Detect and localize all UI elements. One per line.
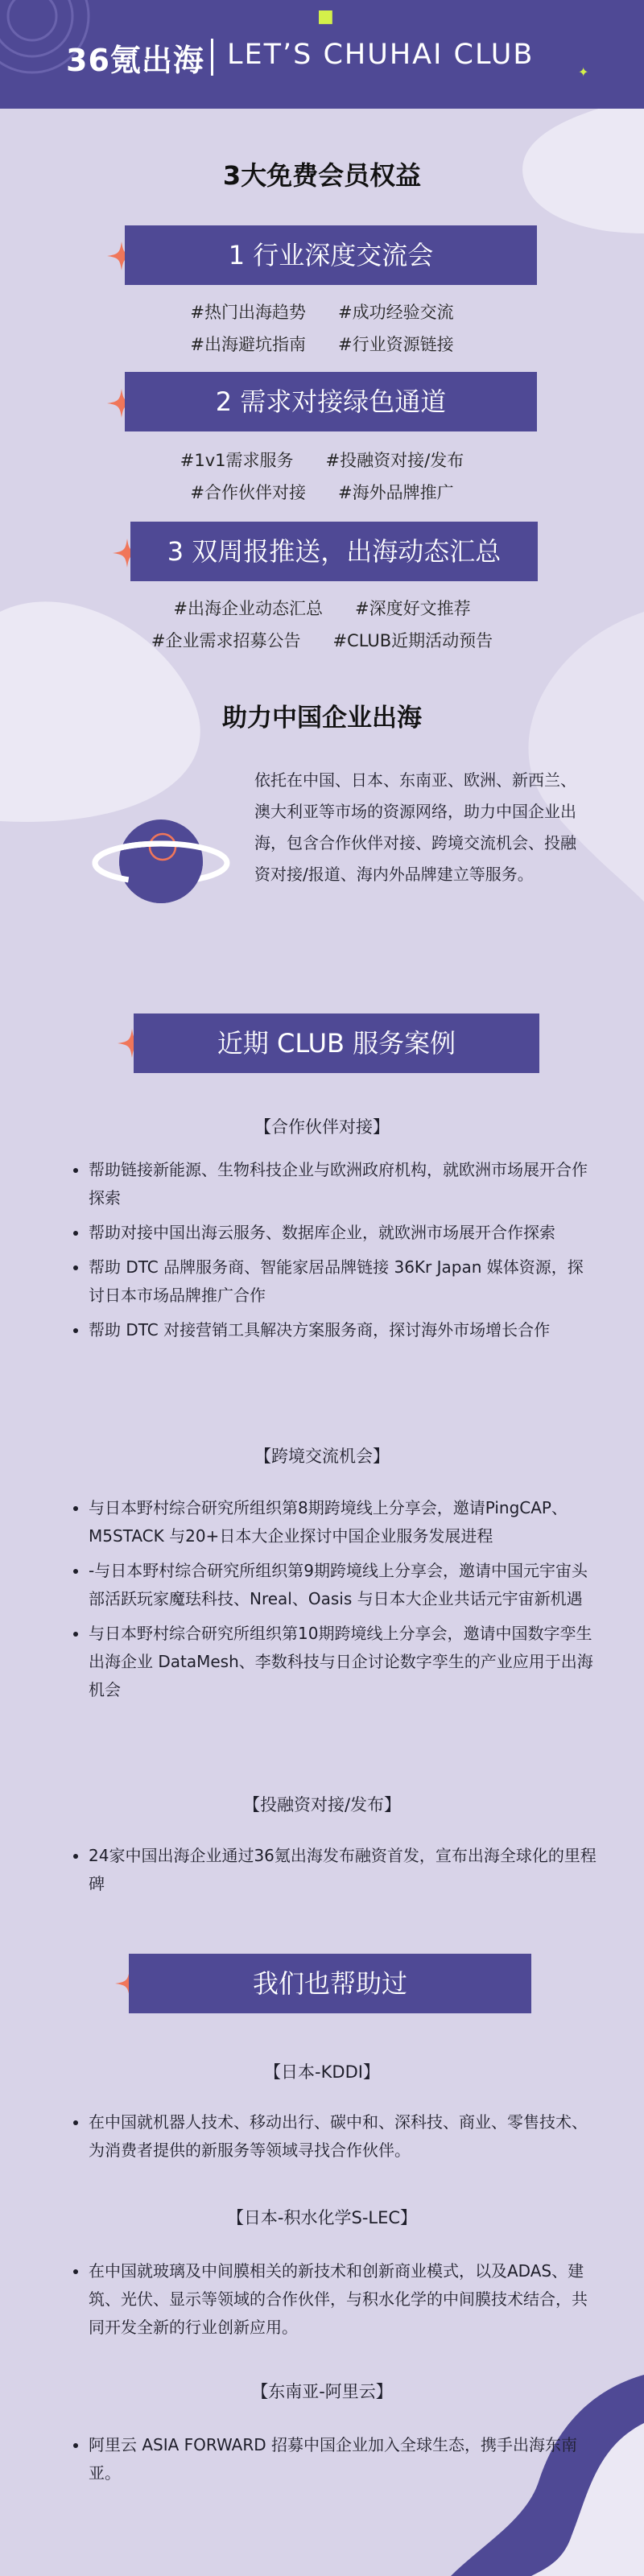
- list-item: • 在中国就玻璃及中间膜相关的新技术和创新商业模式，以及ADAS、建筑、光伏、显示等领域的合作伙伴，与积水化学的中间膜技术结合，共同开发全新的行业创新应用。: [89, 2257, 597, 2342]
- list-item: • 帮助 DTC 品牌服务商、智能家居品牌链接 36Kr Japan 媒体资源，探讨日本市场品牌推广合作: [89, 1253, 597, 1310]
- tag: #企业需求招募公告: [151, 631, 301, 650]
- benefit-tags-1: [0, 299, 644, 364]
- header-divider: [211, 39, 213, 76]
- list-item: • 阿里云 ASIA FORWARD 招募中国企业加入全球生态，携手出海东南亚。: [89, 2431, 588, 2487]
- benefit-banner-3: 3 双周报推送，出海动态汇总: [130, 522, 538, 581]
- section-title-kddi: 【日本-KDDI】: [264, 2062, 380, 2082]
- partners-list: [71, 1156, 597, 1351]
- tag: #1v1需求服务: [180, 451, 294, 470]
- helped-banner: 我们也帮助过: [129, 1954, 531, 2013]
- benefit-tags-3: [0, 596, 644, 660]
- tag: #行业资源链接: [338, 335, 454, 354]
- section-title-sekisui: 【日本-积水化学S-LEC】: [226, 2208, 418, 2227]
- exchange-list: [71, 1494, 597, 1711]
- list-item: • -与日本野村综合研究所组织第9期跨境线上分享会，邀请中国元宇宙头部活跃玩家魔珐科技、Nreal、Oasis 与日本大企业共话元宇宙新机遇: [89, 1557, 597, 1613]
- section-title-exchange: 【跨境交流机会】: [254, 1447, 390, 1466]
- list-item: • 在中国就机器人技术、移动出行、碳中和、深科技、商业、零售技术、为消费者提供的新服务等领域寻找合作伙伴。: [89, 2108, 597, 2165]
- benefit-banner-2: 2 需求对接绿色通道: [125, 372, 537, 431]
- benefit-tags-2: [0, 448, 644, 512]
- brand-logo: 36氪出海: [66, 43, 204, 78]
- cases-banner: 近期 CLUB 服务案例: [134, 1013, 539, 1073]
- section-title-alibaba: 【东南亚-阿里云】: [251, 2382, 393, 2401]
- benefits-title: 3大免费会员权益: [222, 160, 422, 191]
- sparkle-icon: ✦: [578, 64, 589, 80]
- tag: #CLUB近期活动预告: [332, 631, 493, 650]
- planet-icon: [89, 805, 233, 918]
- financing-list: [71, 1842, 597, 1905]
- header-banner: [0, 0, 644, 109]
- help-title: 助力中国企业出海: [222, 704, 422, 733]
- sparkle-icon: ■: [317, 6, 334, 27]
- section-title-partners: 【合作伙伴对接】: [254, 1117, 390, 1137]
- tag: #投融资对接/发布: [325, 451, 464, 470]
- benefit-banner-1: 1 行业深度交流会: [125, 225, 537, 285]
- tag: #出海避坑指南: [190, 335, 306, 354]
- list-item: • 与日本野村综合研究所组织第10期跨境线上分享会，邀请中国数字孪生出海企业 DataMesh、李数科技与日企讨论数字孪生的产业应用于出海机会: [89, 1620, 597, 1704]
- list-item: • 24家中国出海企业通过36氪出海发布融资首发，宣布出海全球化的里程碑: [89, 1842, 597, 1898]
- list-item: • 帮助 DTC 对接营销工具解决方案服务商，探讨海外市场增长合作: [89, 1316, 597, 1344]
- sekisui-list: [71, 2257, 597, 2348]
- tag: #合作伙伴对接: [190, 483, 306, 502]
- header-title: LET’S CHUHAI CLUB: [227, 39, 535, 71]
- tag: #海外品牌推广: [338, 483, 454, 502]
- tag: #成功经验交流: [338, 303, 454, 322]
- list-item: • 帮助链接新能源、生物科技企业与欧洲政府机构，就欧洲市场展开合作探索: [89, 1156, 597, 1212]
- list-item: • 帮助对接中国出海云服务、数据库企业，就欧洲市场展开合作探索: [89, 1219, 597, 1247]
- list-item: • 与日本野村综合研究所组织第8期跨境线上分享会，邀请PingCAP、M5STACK 与20+日本大企业探讨中国企业服务发展进程: [89, 1494, 597, 1550]
- kddi-list: [71, 2108, 597, 2171]
- tag: #热门出海趋势: [190, 303, 306, 322]
- help-paragraph: 依托在中国、日本、东南亚、欧洲、新西兰、澳大利亚等市场的资源网络，助力中国企业出海，包含合作伙伴对接、跨境交流机会、投融资对接/报道、海内外品牌建立等服务。: [254, 770, 576, 884]
- tag: #深度好文推荐: [355, 599, 471, 618]
- alibaba-list: [71, 2431, 588, 2494]
- tag: #出海企业动态汇总: [173, 599, 323, 618]
- section-title-financing: 【投融资对接/发布】: [242, 1795, 402, 1814]
